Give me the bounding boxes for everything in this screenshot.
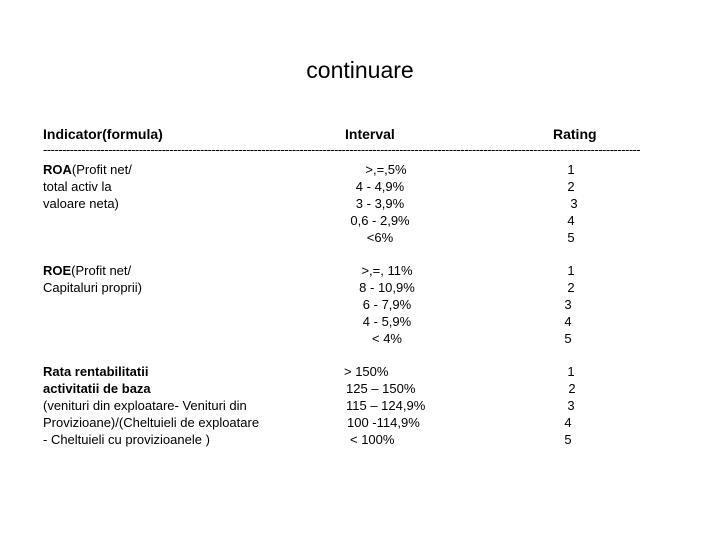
- separator-line: ------------------------------------------------------------------------------------------------------------------------------------------------------------: [43, 143, 640, 157]
- rating-value: 5: [567, 230, 575, 245]
- indicator-rata-formula: (venituri din exploatare- Venituri din: [43, 398, 247, 413]
- indicator-roa-abbr: ROA: [43, 162, 72, 177]
- rating-value: 1: [567, 364, 575, 379]
- interval-rata: [344, 363, 425, 448]
- rating-value: 2: [567, 179, 575, 194]
- indicator-rata-title: activitatii de baza: [43, 381, 151, 396]
- slide-title: continuare: [306, 57, 414, 83]
- indicator-rata-title: Rata rentabilitatii: [43, 364, 149, 379]
- interval-value: >,=,5%: [365, 162, 407, 177]
- rating-value: 3: [564, 297, 572, 312]
- rating-value: 4: [564, 415, 572, 430]
- interval-value: 4 - 5,9%: [362, 314, 412, 329]
- rating-value: 2: [567, 280, 575, 295]
- indicator-roe-abbr: ROE: [43, 263, 72, 278]
- interval-value: 3 - 3,9%: [355, 196, 405, 211]
- rating-value: 2: [568, 381, 576, 396]
- rating-value: 1: [567, 162, 575, 177]
- interval-value: 4 - 4,9%: [355, 179, 405, 194]
- indicator-rata-formula: Provizioane)/(Cheltuieli de exploatare: [43, 415, 260, 430]
- indicator-roa-line: total activ la: [43, 179, 112, 194]
- rating-value: 4: [567, 213, 575, 228]
- indicator-rata-rentabilitatii: [43, 363, 259, 448]
- indicator-roe-formula-start: (Profit net/: [71, 263, 132, 278]
- header-interval: Interval: [345, 126, 395, 142]
- indicator-roa-formula-start: (Profit net/: [71, 162, 132, 177]
- interval-value: <6%: [366, 230, 394, 245]
- rating-roa: [555, 161, 587, 246]
- rating-value: 3: [567, 398, 575, 413]
- rating-value: 5: [564, 331, 572, 346]
- indicator-roe: [43, 262, 142, 296]
- interval-value: > 150%: [344, 364, 389, 379]
- rating-rata: [552, 363, 584, 448]
- interval-value: 8 - 10,9%: [359, 280, 415, 295]
- interval-value: 0,6 - 2,9%: [350, 213, 410, 228]
- interval-value: 100 -114,9%: [347, 415, 420, 430]
- indicator-roa-line: valoare neta): [43, 196, 119, 211]
- rating-value: 4: [564, 314, 572, 329]
- interval-value: < 4%: [372, 331, 402, 346]
- interval-value: >,=, 11%: [361, 263, 413, 278]
- indicator-roe-line: Capitaluri proprii): [43, 280, 142, 295]
- rating-value: 1: [567, 263, 575, 278]
- interval-value: 115 – 124,9%: [346, 398, 426, 413]
- rating-value: 3: [570, 196, 578, 211]
- header-rating: Rating: [553, 126, 597, 142]
- rating-roe: [552, 262, 584, 347]
- indicator-roa: [43, 161, 132, 212]
- interval-value: 125 – 150%: [346, 381, 416, 396]
- indicator-rata-formula: - Cheltuieli cu provizioanele ): [43, 432, 210, 447]
- interval-roa: [335, 161, 425, 246]
- rating-value: 5: [564, 432, 572, 447]
- header-indicator: Indicator(formula): [43, 126, 163, 142]
- interval-value: 6 - 7,9%: [362, 297, 412, 312]
- interval-roe: [342, 262, 432, 347]
- interval-value: < 100%: [350, 432, 395, 447]
